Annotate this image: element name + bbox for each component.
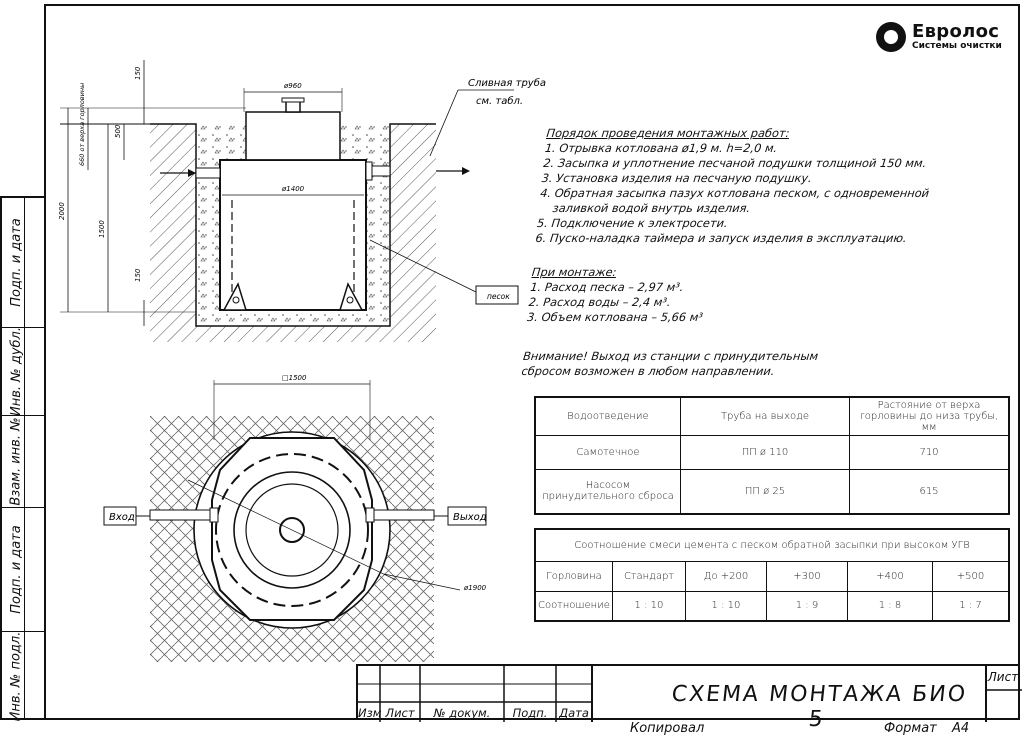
dim-h500: 500: [114, 124, 122, 138]
works-step: 3. Установка изделия на песчаную подушку.: [541, 171, 813, 185]
works-title: Порядок проведения монтажных работ:: [545, 126, 791, 140]
table-cell: +500: [932, 561, 1009, 591]
table-cell: Соотношение: [535, 591, 612, 621]
cement-ratio-table: [534, 528, 1010, 622]
dim-d960: ø960: [284, 82, 302, 90]
soil-left: [150, 124, 196, 342]
table-header: Водоотведение: [535, 397, 681, 436]
table-cell: +400: [847, 561, 932, 591]
copied-label: Копировал: [630, 721, 705, 736]
sheet-label: Лист: [987, 670, 1019, 684]
sidebar-label: Инв. № дубл.: [8, 327, 24, 416]
tank-body: [220, 160, 366, 310]
label-outlet-pipe-ref: см. табл.: [476, 96, 524, 107]
table-cell: Горловина: [535, 561, 612, 591]
logo-name: Евролос: [912, 20, 1000, 42]
table-header: Труба на выходе: [681, 397, 850, 436]
logo-subtitle: Системы очистки: [912, 40, 1002, 51]
dim-h1500: 1500: [98, 220, 106, 238]
label-outlet: Выход: [453, 512, 487, 523]
col-signature: Подп.: [512, 706, 548, 720]
table-cell: 1 : 7: [932, 591, 1009, 621]
table-cell: 1 : 8: [847, 591, 932, 621]
install-title: При монтаже:: [531, 265, 618, 279]
sidebar-label: Взам. инв. №: [8, 417, 24, 506]
table-cell: 1 : 10: [685, 591, 766, 621]
dim-h2000: 2000: [58, 202, 66, 220]
install-item: 2. Расход воды – 2,4 м³.: [528, 295, 672, 309]
soil-bottom: [196, 326, 390, 342]
dim-d1500: □1500: [282, 374, 307, 382]
works-step: 6. Пуско-наладка таймера и запуск изделия в эксплуатацию.: [534, 231, 908, 245]
dim-d1900: ø1900: [464, 584, 487, 592]
dim-h660: 660 от верха горловины: [78, 82, 86, 166]
install-item: 1. Расход песка – 2,97 м³.: [529, 280, 685, 294]
dim-d1400: ø1400: [282, 185, 305, 193]
tank-neck: [246, 112, 340, 160]
sidebar-label: Подп. и дата: [8, 218, 24, 307]
table-cell: 1 : 10: [612, 591, 685, 621]
warning-line: Внимание! Выход из станции с принудительным: [522, 349, 819, 363]
col-change: Изм: [358, 706, 382, 720]
soil-right: [390, 124, 436, 342]
table-title: Соотношение смеси цемента с песком обратной засыпки при высоком УГВ: [535, 529, 1009, 561]
works-step: 4. Обратная засыпка пазух котлована песком, с одновременной: [539, 186, 930, 200]
table-cell: До +200: [685, 561, 766, 591]
dim-h150-bottom: 150: [134, 268, 142, 282]
col-doc-number: № докум.: [433, 706, 491, 720]
table-header: Растояние от верха горловины до низа трубы, мм: [850, 397, 1010, 436]
sidebar-label: Подп. и дата: [8, 525, 24, 614]
table-row: [535, 470, 1009, 514]
works-step: 5. Подключение к электросети.: [536, 216, 729, 230]
works-step: заливкой водой внутрь изделия.: [551, 201, 751, 215]
table-cell: ПП ø 25: [681, 470, 850, 514]
table-cell: Насосом принудительного сброса: [535, 470, 681, 514]
table-cell: +300: [766, 561, 847, 591]
plan-view: [104, 374, 487, 662]
drainage-table: [534, 396, 1010, 515]
label-outlet-pipe: Сливная труба: [468, 78, 547, 89]
table-cell: Стандарт: [612, 561, 685, 591]
warning-line: сбросом возможен в любом направлении.: [520, 364, 776, 378]
format-label: Формат: [884, 721, 937, 736]
label-sand: песок: [487, 292, 510, 301]
sidebar-label: Инв. № подл.: [8, 631, 24, 721]
dim-h150-top: 150: [134, 66, 142, 80]
works-step: 2. Засыпка и уплотнение песчаной подушки толщиной 150 мм.: [542, 156, 927, 170]
col-sheet: Лист: [385, 706, 415, 720]
col-date: Дата: [559, 706, 589, 720]
table-row: [535, 436, 1009, 470]
table-cell: ПП ø 110: [681, 436, 850, 470]
table-cell: Самотечное: [535, 436, 681, 470]
install-item: 3. Объем котлована – 5,66 м³: [526, 310, 704, 324]
label-inlet: Вход: [109, 512, 135, 523]
works-step: 1. Отрывка котлована ø1,9 м. h=2,0 м.: [544, 141, 778, 155]
drawing-title: СХЕМА МОНТАЖА БИО 5: [670, 682, 969, 732]
format-value: А4: [952, 721, 970, 736]
installation-notes: [521, 126, 936, 379]
table-cell: 615: [850, 470, 1010, 514]
section-view: [58, 60, 546, 342]
table-cell: 710: [850, 436, 1010, 470]
table-row: [535, 591, 1009, 621]
table-cell: 1 : 9: [766, 591, 847, 621]
table-row: [535, 561, 1009, 591]
